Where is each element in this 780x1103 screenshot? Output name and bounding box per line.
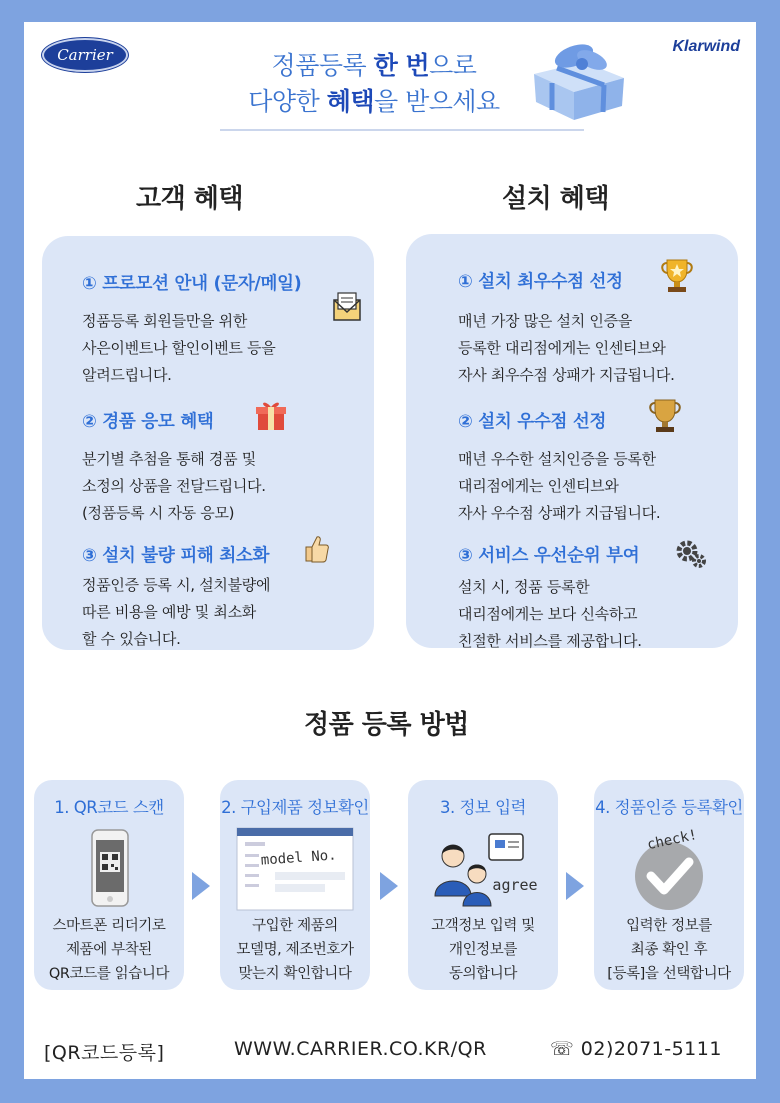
customer-benefit-2-body: 분기별 추첨을 통해 경품 및 소정의 상품을 전달드립니다. (정품등록 시 자동 응모) — [82, 450, 266, 522]
customer-benefit-1-title: ① 프로모션 안내 (문자/메일) — [82, 274, 302, 294]
mail-icon — [332, 290, 362, 322]
customer-benefits-title: 고객 혜택 — [136, 184, 244, 214]
install-benefit-1-title: ① 설치 최우수점 선정 — [458, 272, 623, 292]
install-benefit-3-body: 설치 시, 정품 등록한 대리점에게는 보다 신속하고 친절한 서비스를 제공합니다. — [458, 578, 642, 650]
gift-icon — [254, 398, 288, 432]
gears-icon — [674, 536, 708, 570]
check-badge-icon — [609, 824, 729, 914]
install-benefit-3-title: ③ 서비스 우선순위 부여 — [458, 546, 640, 566]
phone-number[interactable]: ☏ 02)2071-5111 — [550, 1038, 722, 1060]
step-1-body: 스마트폰 리더기로 제품에 부착된 QR코드를 읽습니다 — [48, 918, 170, 982]
gold-trophy-icon — [658, 256, 696, 294]
step-1-title: 1. QR코드 스캔 — [54, 798, 164, 817]
customer-benefit-3-body: 정품인증 등록 시, 설치불량에 따른 비용을 예방 및 최소화 할 수 있습니다. — [82, 576, 271, 648]
people-agree-icon — [423, 824, 543, 914]
install-benefit-2-title: ② 설치 우수점 선정 — [458, 412, 607, 432]
step-arrow-2 — [380, 872, 398, 900]
headline-divider — [220, 129, 584, 131]
step-3-body: 고객정보 입력 및 개인정보를 동의합니다 — [431, 918, 535, 982]
step-2-title: 2. 구입제품 정보확인 — [221, 798, 369, 817]
customer-benefits-panel — [42, 236, 374, 650]
web-form-icon — [235, 824, 355, 914]
step-2-body: 구입한 제품의 모델명, 제조번호가 맞는지 확인합니다 — [236, 918, 354, 982]
klarwind-logo: Klarwind — [672, 38, 740, 55]
svg-text:agree: agree — [492, 876, 538, 894]
flyer-sheet — [24, 22, 756, 1079]
install-benefit-1-body: 매년 가장 많은 설치 인증을 등록한 대리점에게는 인센티브와 자사 최우수점 상패가 지급됩니다. — [458, 312, 675, 384]
gift-box-illustration — [524, 34, 634, 124]
smartphone-qr-icon — [49, 824, 169, 914]
step-4-title: 4. 정품인증 등록확인 — [595, 798, 743, 817]
step-3-title: 3. 정보 입력 — [440, 798, 526, 817]
step-3-card — [408, 780, 558, 990]
customer-benefit-2-title: ② 경품 응모 혜택 — [82, 412, 214, 432]
customer-benefit-3-title: ③ 설치 불량 피해 최소화 — [82, 546, 270, 566]
thumbs-up-icon — [304, 534, 330, 564]
step-arrow-1 — [192, 872, 210, 900]
install-benefit-2-body: 매년 우수한 설치인증을 등록한 대리점에게는 인센티브와 자사 우수점 상패가 지급됩니다. — [458, 450, 661, 522]
qr-registration-label: [QR코드등록] — [44, 1042, 165, 1064]
step-arrow-3 — [566, 872, 584, 900]
headline — [224, 48, 524, 120]
step-1-card — [34, 780, 184, 990]
install-benefits-title: 설치 혜택 — [502, 184, 610, 214]
registration-url[interactable]: WWW.CARRIER.CO.KR/QR — [234, 1038, 487, 1060]
svg-text:check!: check! — [645, 827, 699, 854]
install-benefits-panel — [406, 234, 738, 648]
carrier-logo: Carrier — [42, 38, 128, 72]
step-2-card — [220, 780, 370, 990]
headline-line-2: 다양한 혜택을 받으세요 — [248, 87, 500, 116]
headline-line-1: 정품등록 한 번으로 — [271, 51, 477, 80]
step-4-card — [594, 780, 744, 990]
registration-method-title: 정품 등록 방법 — [304, 710, 469, 740]
silver-trophy-icon — [646, 396, 684, 434]
customer-benefit-1-body: 정품등록 회원들만을 위한 사은이벤트나 할인이벤트 등을 알려드립니다. — [82, 312, 276, 384]
svg-text:model No.: model No. — [260, 847, 338, 869]
step-4-body: 입력한 정보를 최종 확인 후 [등록]을 선택합니다 — [607, 918, 731, 982]
